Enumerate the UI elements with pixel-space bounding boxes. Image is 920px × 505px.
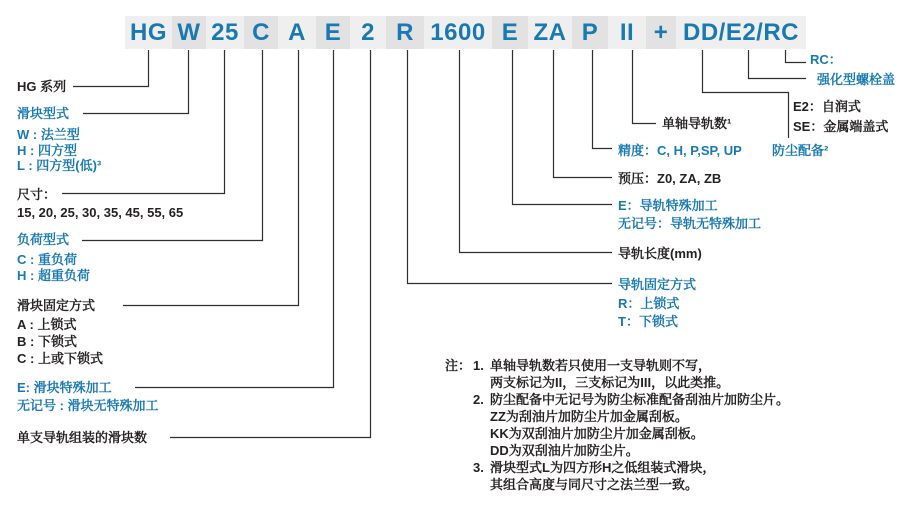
code-token-25: 25	[206, 16, 244, 49]
footnote-2	[473, 391, 789, 459]
code-token-e-rail: E	[492, 16, 528, 49]
label-rail-machining-none: 无记号：导轨无特殊加工	[618, 216, 762, 231]
label-block-machining-e: E: 滑块特殊加工	[17, 380, 112, 395]
footnote-1	[473, 357, 789, 391]
label-preload: 预压：Z0, ZA, ZB	[618, 171, 722, 186]
code-token-ii: II	[608, 16, 646, 49]
label-block-machining-none: 无记号 : 滑块无特殊加工	[17, 398, 159, 413]
footnote-line: 两支标记为II，三支标记为III，以此类推。	[490, 375, 730, 390]
code-token-plus: +	[646, 16, 676, 49]
label-block-mount-title: 滑块固定方式	[17, 298, 96, 313]
footnote-1-text	[490, 357, 729, 391]
label-e2-self-lube: E2：自润式	[793, 99, 861, 114]
footnote-3	[473, 459, 789, 493]
connector-rc-cap	[786, 50, 807, 63]
label-block-mount-a: A : 上锁式	[17, 317, 77, 332]
connector-block-type	[83, 50, 189, 114]
label-block-type-title: 滑块型式	[17, 106, 70, 121]
connector-block-mount	[123, 50, 299, 306]
label-blocks-per-rail: 单支导轨组装的滑块数	[17, 430, 148, 445]
code-token-e-block: E	[316, 16, 350, 49]
label-rail-mount-r: R：上锁式	[618, 296, 680, 311]
connector-rail-machining	[513, 50, 613, 205]
footnotes-items	[473, 357, 789, 493]
code-token-c: C	[244, 16, 278, 49]
label-precision: 精度：C, H, P,SP, UP	[618, 143, 742, 158]
code-token-1600: 1600	[424, 16, 492, 49]
label-size-values: 15, 20, 25, 30, 35, 45, 55, 65	[17, 205, 184, 220]
label-load-type-h: H : 超重负荷	[17, 268, 90, 283]
label-block-type-h: H : 四方型	[17, 143, 77, 158]
label-rails-per-axis: 单轴导轨数¹	[662, 116, 732, 131]
label-rail-length: 导轨长度(mm)	[618, 246, 702, 261]
label-series: HG 系列	[17, 79, 67, 94]
code-token-w: W	[172, 16, 206, 49]
footnote-line: KK为双刮油片加防尘片加金属刮板。	[490, 426, 704, 441]
code-token-r: R	[386, 16, 424, 49]
footnote-2-text	[490, 391, 789, 459]
label-se-metal-endcap: SE：金属端盖式	[793, 119, 889, 134]
connector-preload	[554, 50, 613, 178]
code-token-2: 2	[350, 16, 386, 49]
label-dust-protection: 防尘配备²	[772, 143, 829, 158]
footnote-line: 其组合高度与同尺寸之法兰型一致。	[490, 477, 699, 492]
code-token-p: P	[572, 16, 608, 49]
label-block-mount-c: C : 上或下锁式	[17, 351, 103, 366]
label-rc-title: RC：	[810, 52, 842, 67]
footnote-3-number: 3.	[473, 460, 484, 475]
footnote-1-number: 1.	[473, 358, 484, 373]
label-size-title: 尺寸：	[17, 187, 57, 202]
connector-hg-series	[73, 50, 149, 87]
connector-e2-cap	[749, 50, 807, 79]
code-token-a: A	[278, 16, 316, 49]
footnote-line: DD为双刮油片加防尘片。	[490, 443, 639, 458]
footnote-line: 单轴导轨数若只使用一支导轨则不写，	[490, 358, 712, 373]
label-load-type-c: C : 重负荷	[17, 252, 77, 267]
code-token-hg: HG	[125, 16, 172, 49]
label-rail-mount-t: T：下锁式	[618, 314, 678, 329]
footnotes-prefix: 注：	[445, 358, 472, 373]
footnote-line: ZZ为刮油片加防尘片加金属刮板。	[490, 409, 688, 424]
label-load-type-title: 负荷型式	[17, 232, 70, 247]
label-rail-mount-title: 导轨固定方式	[618, 277, 697, 292]
connector-blocks-per-rail	[170, 50, 371, 438]
footnote-3-text	[490, 459, 715, 493]
label-block-type-l: L : 四方型(低)³	[17, 158, 102, 173]
connector-rails-per-axis	[633, 50, 657, 124]
label-rail-machining-e: E：导轨特殊加工	[618, 198, 718, 213]
code-token-za: ZA	[528, 16, 572, 49]
connector-rail-mount	[408, 50, 613, 284]
footnote-line: 滑块型式L为四方形H之低组装式滑块，	[490, 460, 716, 475]
label-rc-desc: 强化型螺栓盖	[817, 72, 896, 87]
connector-rail-length	[460, 50, 613, 253]
footnote-2-number: 2.	[473, 392, 484, 407]
connector-precision	[593, 50, 613, 149]
code-token-dd-e2-rc: DD/E2/RC	[676, 16, 806, 49]
footnotes	[445, 357, 789, 493]
label-block-type-w: W : 法兰型	[17, 127, 80, 142]
label-block-mount-b: B : 下锁式	[17, 334, 77, 349]
footnote-line: 防尘配备中无记号为防尘标准配备刮油片加防尘片。	[490, 392, 790, 407]
